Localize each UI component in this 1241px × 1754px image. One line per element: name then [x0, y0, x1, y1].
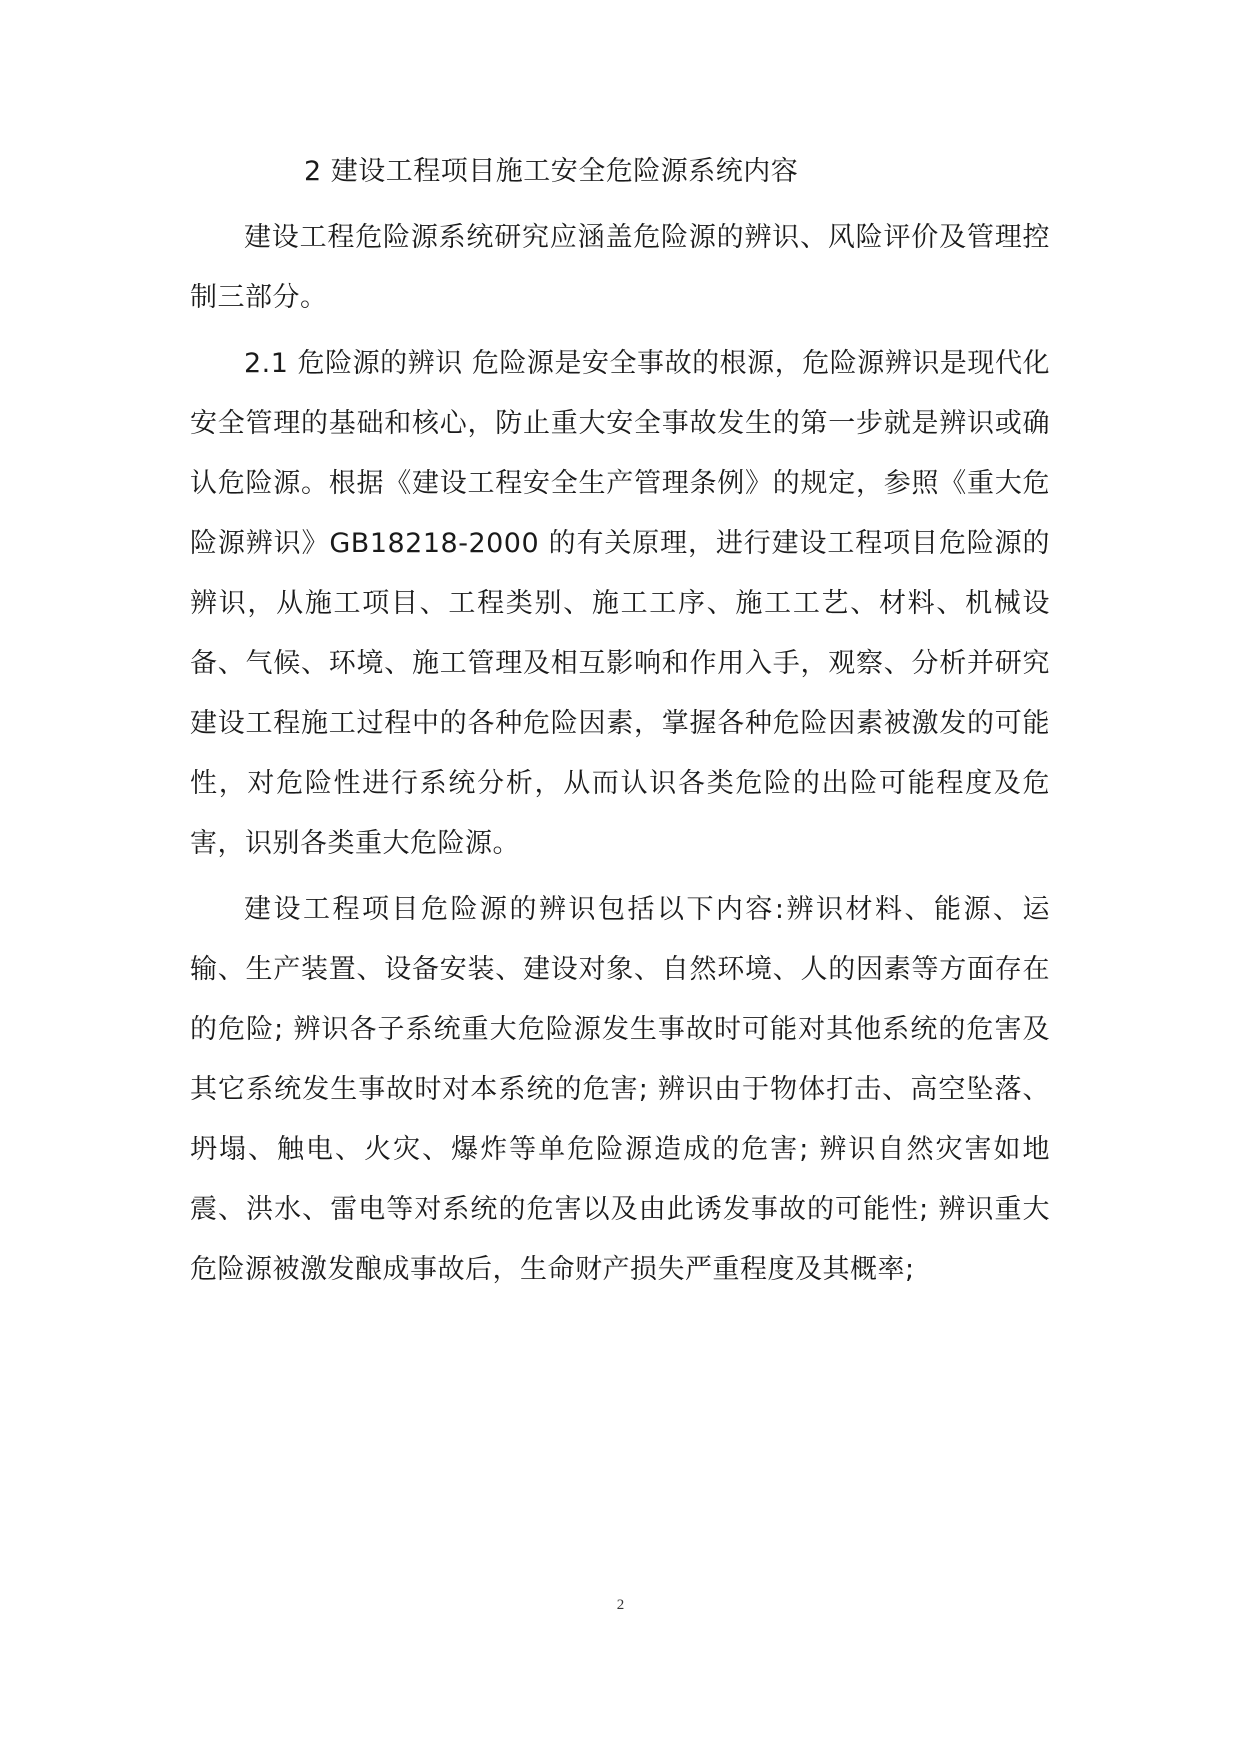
- page-number: 2: [616, 1597, 625, 1613]
- document-body: [190, 142, 1050, 1300]
- section-heading: 2 建设工程项目施工安全危险源系统内容: [304, 156, 799, 187]
- paragraph-intro: 建设工程危险源系统研究应涵盖危险源的辨识、风险评价及管理控制三部分。: [190, 222, 1050, 313]
- paragraph-identification: 2.1 危险源的辨识 危险源是安全事故的根源，危险源辨识是现代化安全管理的基础和核心，防止重大安全事故发生的第一步就是辨识或确认危险源。根据《建设工程安全生产管理条例》的规定，参照《重大危险源辨识》GB18218-2000 的有关原理，进行建设工程项目危险源的辨识，从施工项目、工程类别、施工工序、施工工艺、材料、机械设备、气候、环境、施工管理及相互影响和作用入手，观察、分析并研究建设工程施工过程中的各种危险因素，掌握各种危险因素被激发的可能性，对危险性进行系统分析，从而认识各类危险的出险可能程度及危害，识别各类重大危险源。: [190, 348, 1050, 859]
- paragraph-identification-content: 建设工程项目危险源的辨识包括以下内容:辨识材料、能源、运输、生产装置、设备安装、建设对象、自然环境、人的因素等方面存在的危险; 辨识各子系统重大危险源发生事故时可能对其他系统的危害及其它系统发生事故时对本系统的危害; 辨识由于物体打击、高空坠落、坍塌、触电、火灾、爆炸等单危险源造成的危害; 辨识自然灾害如地震、洪水、雷电等对系统的危害以及由此诱发事故的可能性; 辨识重大危险源被激发酿成事故后，生命财产损失严重程度及其概率;: [190, 894, 1050, 1285]
